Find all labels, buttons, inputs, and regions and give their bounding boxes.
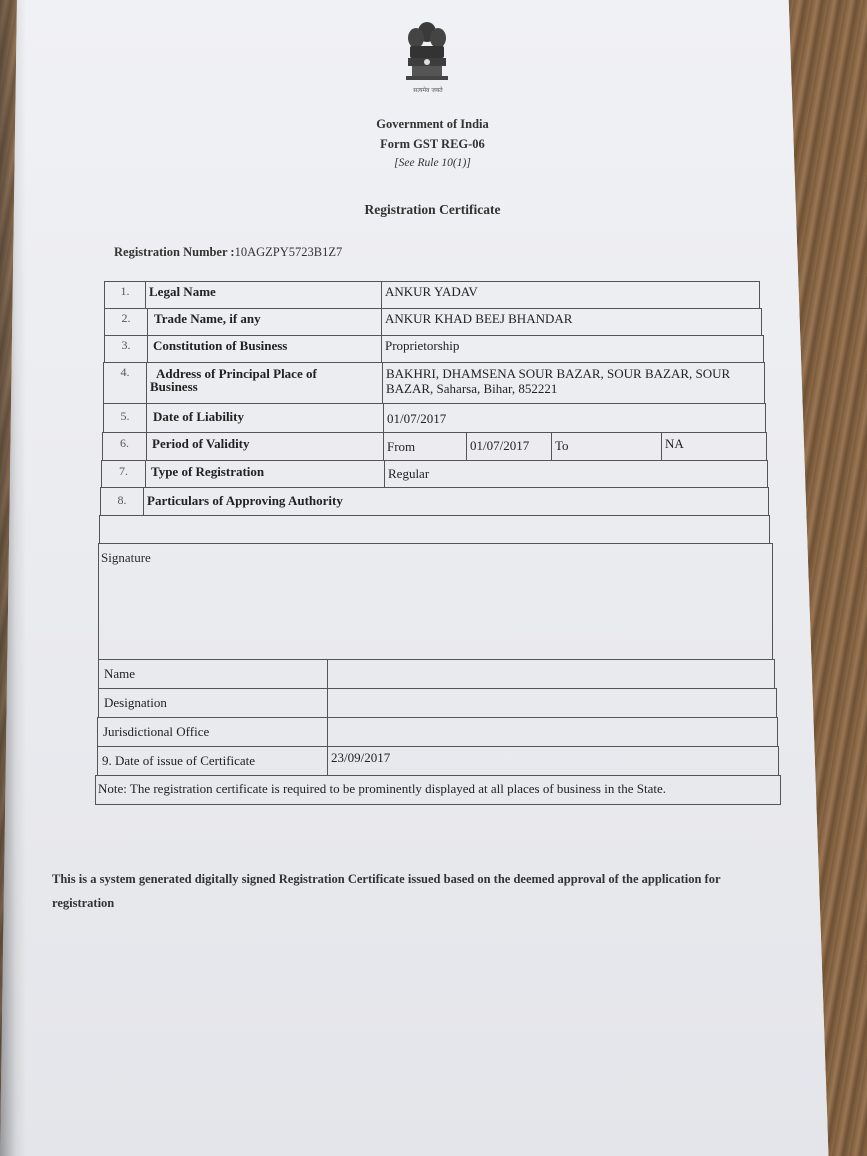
row-number: 2. <box>121 311 131 325</box>
signature-label: Signature <box>101 550 151 565</box>
ashoka-emblem-icon <box>402 20 452 84</box>
issue-date-value: 23/09/2017 <box>327 747 778 775</box>
note-text: Note: The registration certificate is required to be prominently displayed at all places of business in the State. <box>98 781 666 796</box>
row-label-line: Address of Principal Place of <box>156 366 317 381</box>
header-government: Government of India <box>376 117 489 131</box>
row-value: 01/07/2017 <box>383 404 765 432</box>
issue-date-label: 9. Date of issue of Certificate <box>102 753 256 768</box>
table-row <box>101 460 768 488</box>
row-value: Regular <box>384 461 767 487</box>
note-row <box>95 775 781 805</box>
table-row <box>104 335 764 363</box>
row-value-line: BAZAR, Saharsa, Bihar, 852221 <box>386 381 558 396</box>
row-label: Constitution of Business <box>147 336 381 362</box>
table-row <box>100 487 769 516</box>
row-label <box>146 363 382 403</box>
authority-designation-row <box>98 688 777 718</box>
table-row <box>103 403 766 433</box>
authority-name-row <box>98 659 775 689</box>
row-value: ANKUR YADAV <box>381 282 759 308</box>
row-label: Type of Registration <box>145 461 384 487</box>
validity-to-label: To <box>551 433 661 460</box>
registration-number <box>114 245 342 260</box>
header-form: Form GST REG-06 <box>380 137 485 151</box>
row-number: 7. <box>119 464 128 478</box>
table-row <box>104 281 760 309</box>
authority-office-value <box>327 718 777 746</box>
row-label-line: Business <box>150 379 198 394</box>
footer-line: This is a system generated digitally signed Registration Certificate issued based on the deemed approval of the application for <box>52 872 721 886</box>
row-label: Particulars of Approving Authority <box>143 488 768 515</box>
row-number: 6. <box>120 436 129 450</box>
row-number: 1. <box>120 284 130 298</box>
emblem-motto: सत्यमेव जयते <box>413 87 443 94</box>
validity-from-label: From <box>383 433 466 460</box>
paper-shadow <box>0 0 26 1156</box>
row-value <box>382 363 764 403</box>
row-label: Period of Validity <box>146 433 383 460</box>
signature-box <box>98 543 773 660</box>
authority-name-label: Name <box>104 666 136 681</box>
row-value: ANKUR KHAD BEEJ BHANDAR <box>381 309 761 335</box>
validity-from-value: 01/07/2017 <box>466 433 551 460</box>
table-row <box>104 308 762 336</box>
authority-designation-label: Designation <box>104 695 167 710</box>
registration-number-value: 10AGZPY5723B1Z7 <box>234 245 343 259</box>
row-number: 4. <box>120 365 130 379</box>
authority-designation-value <box>327 689 776 717</box>
authority-name-value <box>327 660 774 688</box>
row-number: 8. <box>117 493 127 507</box>
footer-line: registration <box>52 896 115 910</box>
registration-number-label: Registration Number : <box>114 245 235 259</box>
row-label: Date of Liability <box>146 404 383 432</box>
row-number: 5. <box>120 409 130 423</box>
issue-date-row <box>97 746 779 776</box>
row-value-line: BAKHRI, DHAMSENA SOUR BAZAR, SOUR BAZAR, SOUR <box>386 366 731 381</box>
row-label: Trade Name, if any <box>147 309 381 335</box>
table-row <box>102 432 767 461</box>
table-row <box>103 362 765 404</box>
row-value: Proprietorship <box>381 336 763 362</box>
authority-office-row <box>97 717 778 747</box>
authority-office-label: Jurisdictional Office <box>103 724 210 739</box>
validity-to-value: NA <box>661 433 766 460</box>
page-title: Registration Certificate <box>364 202 501 217</box>
table-row-empty <box>99 515 770 544</box>
header-rule: [See Rule 10(1)] <box>394 157 471 169</box>
row-label: Legal Name <box>145 282 381 308</box>
footer-statement <box>52 866 782 916</box>
row-number: 3. <box>121 338 131 352</box>
